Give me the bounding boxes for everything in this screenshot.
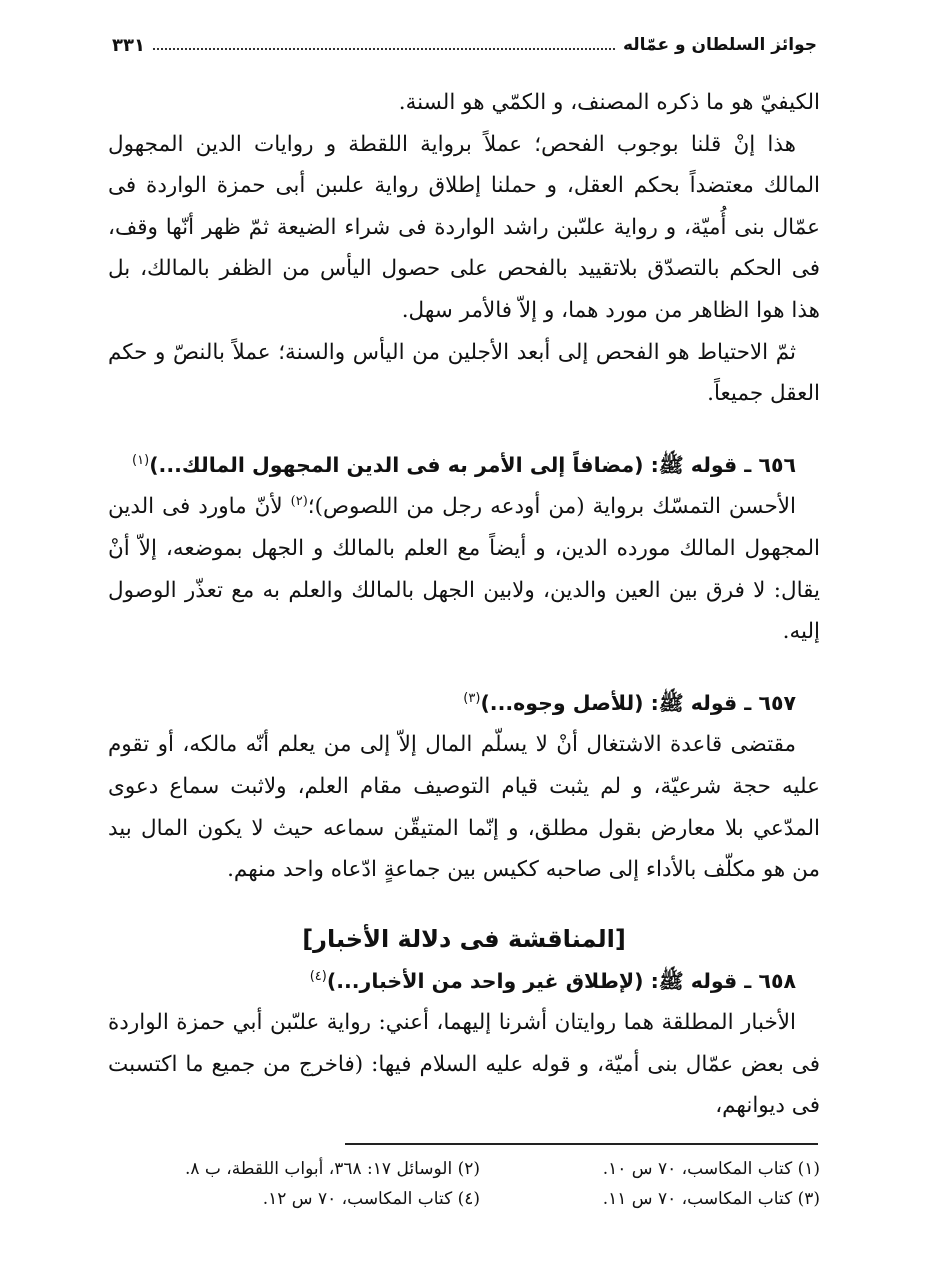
- footnote-2: (٢) الوسائل ١٧: ٣٦٨، أبواب اللقطة، ب ٨.: [184, 1159, 480, 1179]
- text-part: لأنّ ماورد فى الدين المجهول المالك مورده الدين، و أيضاً مع العلم بالمالك و الجهل بموضعه، إلاّ أنْ يقال: لا فرق بين العين والدين، ولابين الجهل بالمالك والعلم به مع تعذّر الوصول إليه.: [108, 494, 820, 645]
- footnotes: [120, 1157, 820, 1211]
- footnote-1: (١) كتاب المكاسب، ٧٠ س ١٠.: [602, 1159, 820, 1179]
- heading-text: ٦٥٨ ـ قوله ﷺ: (لإطلاق غير واحد من الأخبار...): [326, 968, 796, 993]
- dot-leader: [153, 48, 615, 50]
- footnote-ref: (٢): [290, 494, 308, 510]
- heading-text: ٦٥٦ ـ قوله ﷺ: (مضافاً إلى الأمر به فى الدين المجهول المالك...): [149, 452, 796, 477]
- footnote-ref: (٤): [309, 968, 327, 984]
- text-part: الأحسن التمسّك برواية (من أودعه رجل من اللصوص)؛: [307, 494, 796, 520]
- spacer: [108, 653, 820, 683]
- section-text-656: [108, 486, 820, 652]
- footnote-4: (٤) كتاب المكاسب، ٧٠ س ١٢.: [262, 1189, 480, 1209]
- footnote-divider: [345, 1143, 818, 1145]
- section-heading-656: [108, 445, 820, 487]
- footnote-ref: (١): [132, 452, 150, 468]
- heading-text: ٦٥٧ ـ قوله ﷺ: (للأصل وجوه...): [480, 690, 796, 715]
- running-header: [112, 28, 817, 62]
- section-heading-657: [108, 683, 820, 725]
- section-heading-658: [108, 961, 820, 1003]
- header-title: جوائز السلطان و عمّاله: [622, 35, 817, 55]
- spacer: [108, 415, 820, 445]
- spacer: [108, 891, 820, 917]
- page-number: ٣٣١: [112, 34, 145, 56]
- section-text-657: مقتضى قاعدة الاشتغال أنْ لا يسلّم المال إلاّ إلى من يعلم أنّه مالكه، أو تقوم عليه حجة شرعيّة، و لم يثبت قيام التوصيف مقام العلم، ولاثبت سماع دعوى المدّعي بلا معارض بقول مطلق، و إنّما المتيقّن سماعه حيث لا يكون المال بيد من هو مكلّف بالأداء إلى صاحبه ككيس بين جماعةٍ ادّعاه واحد منهم.: [108, 732, 820, 883]
- section-text-658: الأخبار المطلقة هما روايتان أشرنا إليهما، أعني: رواية علىّبن أبي حمزة الواردة فى بعض عمّال بنى أميّة، و قوله عليه السلام فيها: (فاخرج من جميع ما اكتسبت فى ديوانهم،: [108, 1010, 820, 1119]
- footnote-ref: (٣): [463, 690, 481, 706]
- paragraph: ثمّ الاحتياط هو الفحص إلى أبعد الأجلين من اليأس والسنة؛ عملاً بالنصّ و حكم العقل جميعاً.: [108, 339, 820, 407]
- paragraph: هذا إنْ قلنا بوجوب الفحص؛ عملاً برواية اللقطة و روايات الدين المجهول المالك معتضداً بحكم العقل، و حملنا إطلاق رواية علىبن أبى حمزة الواردة فى عمّال بنى أُميّة، و رواية علىّبن راشد الواردة فى شراء الضيعة ثمّ ظهر أنّها وقف، فى الحكم بالتصدّق بلاتقييد بالفحص على حصول اليأس من الظفر بالمالك، بل هذا هوا الظاهر من مورد هما، و إلاّ فالأمر سهل.: [108, 131, 820, 323]
- footnote-3: (٣) كتاب المكاسب، ٧٠ س ١١.: [602, 1189, 820, 1209]
- section-title: [المناقشة فى دلالة الأخبار]: [302, 924, 626, 953]
- body-text: [108, 82, 820, 1127]
- paragraph: الكيفيّ هو ما ذكره المصنف، و الكمّي هو السنة.: [398, 90, 820, 115]
